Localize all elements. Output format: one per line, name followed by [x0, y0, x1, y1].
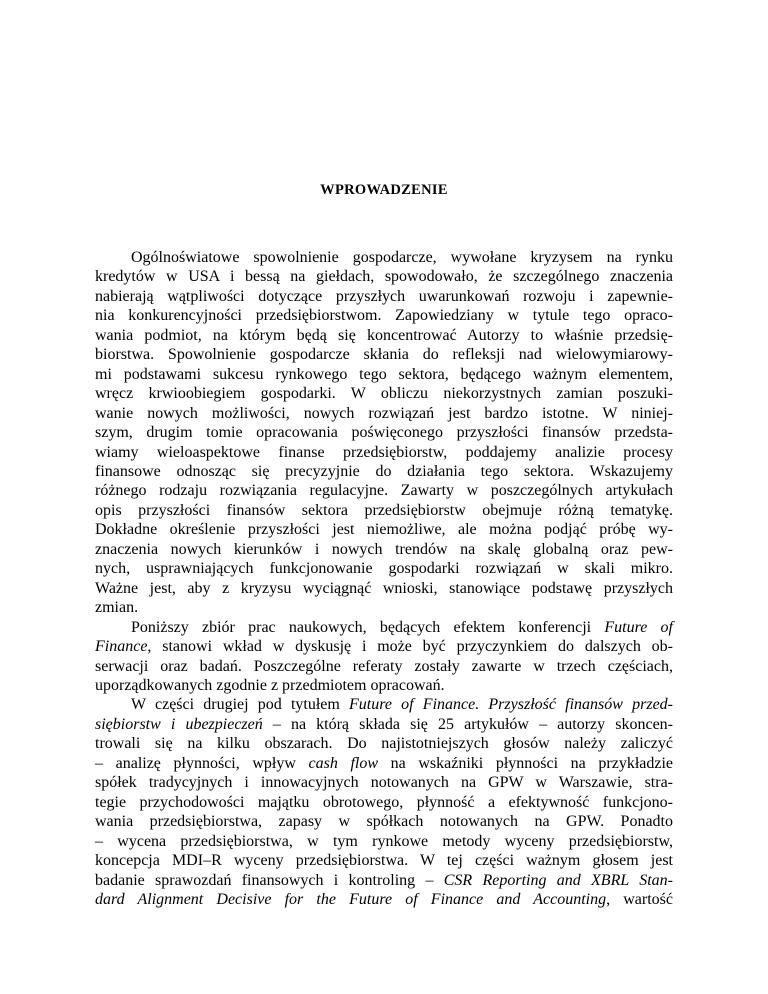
- text-line: mi podstawami sukcesu rynkowego tego sektora, będącego ważnym elementem,: [95, 365, 673, 383]
- text-line: – analizę płynności, wpływ cash flow na wskaźniki płynności na przykładzie: [95, 754, 674, 772]
- text-line: serwacji oraz badań. Poszczególne referaty zostały zawarte w trzech częściach,: [95, 657, 673, 675]
- body-text: [95, 248, 673, 909]
- text-line: biorstwa. Spowolnienie gospodarcze skłania do refleksji nad wielowymiarowy-: [95, 346, 673, 364]
- text-line: nych, usprawniających funkcjonowanie gospodarki rozwiązań w skali mikro.: [95, 560, 673, 578]
- text-line: koncepcja MDI–R wyceny przedsiębiorstwa. W tej części ważnym głosem jest: [95, 852, 673, 870]
- text-line: różnego rodzaju rozwiązania regulacyjne. Zawarty w poszczególnych artykułach: [95, 482, 673, 500]
- text-line: finansowe odnosząc się precyzyjnie do działania tego sektora. Wskazujemy: [95, 462, 673, 480]
- text-line: W części drugiej pod tytułem Future of Finance. Przyszłość finansów przed-: [131, 696, 674, 714]
- page-title: WPROWADZENIE: [320, 182, 448, 198]
- text-line: wręcz krwioobiegiem gospodarki. W obliczu niekorzystnych zamian poszuki-: [95, 385, 673, 403]
- text-line: dard Alignment Decisive for the Future of Finance and Accounting, wartość: [95, 890, 673, 908]
- text-line: wanie nowych możliwości, nowych rozwiązań jest bardzo istotne. W niniej-: [95, 404, 673, 422]
- text-line: siębiorstw i ubezpieczeń – na którą składa się 25 artykułów – autorzy skoncen-: [95, 715, 673, 733]
- text-line: Ogólnoświatowe spowolnienie gospodarcze, wywołane kryzysem na rynku: [131, 249, 673, 266]
- text-line: nia konkurencyjności przedsiębiorstwom. Zapowiedziany w tytule tego opraco-: [95, 307, 673, 325]
- text-line: nabierają wątpliwości dotyczące przyszłych uwarunkowań rozwoju i zapewnie-: [95, 287, 673, 305]
- text-line: uporządkowanych zgodnie z przedmiotem opracowań.: [95, 676, 445, 694]
- text-line: – wycena przedsiębiorstwa, w tym rynkowe metody wyceny przedsiębiorstw,: [95, 832, 673, 850]
- text-line: wiamy wieloaspektowe finanse przedsiębiorstw, poddajemy analizie procesy: [95, 443, 673, 461]
- text-line: kredytów w USA i bessą na giełdach, spowodowało, że szczególnego znaczenia: [95, 268, 673, 286]
- text-line: Finance, stanowi wkład w dyskusję i może być przyczynkiem do dalszych ob-: [95, 638, 673, 656]
- text-line: zmian.: [95, 599, 139, 617]
- text-line: Dokładne określenie przyszłości jest niemożliwe, ale można podjąć próbę wy-: [95, 521, 673, 539]
- text-line: tegie przychodowości majątku obrotowego, płynność a efektywność funkcjono-: [95, 793, 673, 811]
- text-line: opis przyszłości finansów sektora przedsiębiorstw obejmuje różną tematykę.: [95, 501, 673, 519]
- text-line: znaczenia nowych kierunków i nowych trendów na skalę globalną oraz pew-: [95, 540, 673, 558]
- text-line: trowali się na kilku obszarach. Do najistotniejszych głosów należy zaliczyć: [95, 735, 673, 753]
- text-line: wania przedsiębiorstwa, zapasy w spółkach notowanych na GPW. Ponadto: [95, 813, 673, 831]
- text-line: Ważne jest, aby z kryzysu wyciągnąć wnioski, stanowiące podstawę przyszłych: [95, 579, 673, 597]
- text-line: wania podmiot, na którym będą się koncentrować Autorzy to właśnie przedsię-: [95, 326, 673, 344]
- text-line: Poniższy zbiór prac naukowych, będących efektem konferencji Future of: [131, 618, 673, 636]
- text-line: spółek tradycyjnych i innowacyjnych notowanych na GPW w Warszawie, stra-: [95, 774, 673, 792]
- text-line: szym, drugim tomie opracowania poświęconego przyszłości finansów przedsta-: [95, 424, 673, 442]
- text-line: badanie sprawozdań finansowych i kontroling – CSR Reporting and XBRL Stan-: [95, 871, 674, 889]
